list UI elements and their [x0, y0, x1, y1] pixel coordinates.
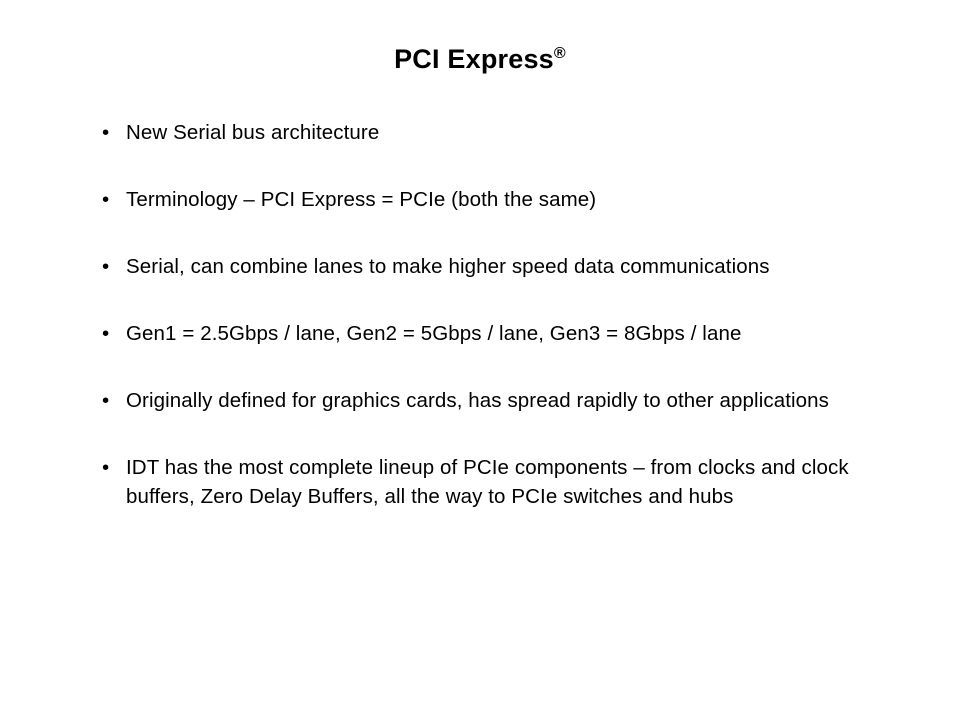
- bullet-marker-icon: •: [102, 188, 110, 211]
- bullet-marker-icon: •: [102, 389, 110, 412]
- bullet-marker-icon: •: [102, 255, 110, 278]
- list-item-text: New Serial bus architecture: [126, 121, 380, 144]
- bullet-marker-icon: •: [102, 121, 110, 144]
- list-item: [96, 453, 886, 511]
- registered-trademark-symbol: ®: [553, 45, 566, 62]
- page-title-text: PCI Express: [394, 44, 554, 74]
- list-item: [96, 118, 886, 147]
- bullet-marker-icon: •: [102, 456, 110, 479]
- list-item-text: Originally defined for graphics cards, has spread rapidly to other applications: [126, 389, 829, 412]
- list-item-text: Terminology – PCI Express = PCIe (both the same): [126, 188, 597, 211]
- page-title: [0, 44, 960, 75]
- list-item-text: IDT has the most complete lineup of PCIe components – from clocks and clock buffers, Zero Delay Buffers, all the way to PCIe switches and hubs: [126, 456, 849, 508]
- list-item: [96, 252, 886, 281]
- list-item: [96, 386, 886, 415]
- list-item-text: Gen1 = 2.5Gbps / lane, Gen2 = 5Gbps / lane, Gen3 = 8Gbps / lane: [126, 322, 742, 345]
- list-item-text: Serial, can combine lanes to make higher speed data communications: [126, 255, 770, 278]
- list-item: [96, 319, 886, 348]
- list-item: [96, 185, 886, 214]
- bullet-marker-icon: •: [102, 322, 110, 345]
- bullet-list: [96, 118, 886, 511]
